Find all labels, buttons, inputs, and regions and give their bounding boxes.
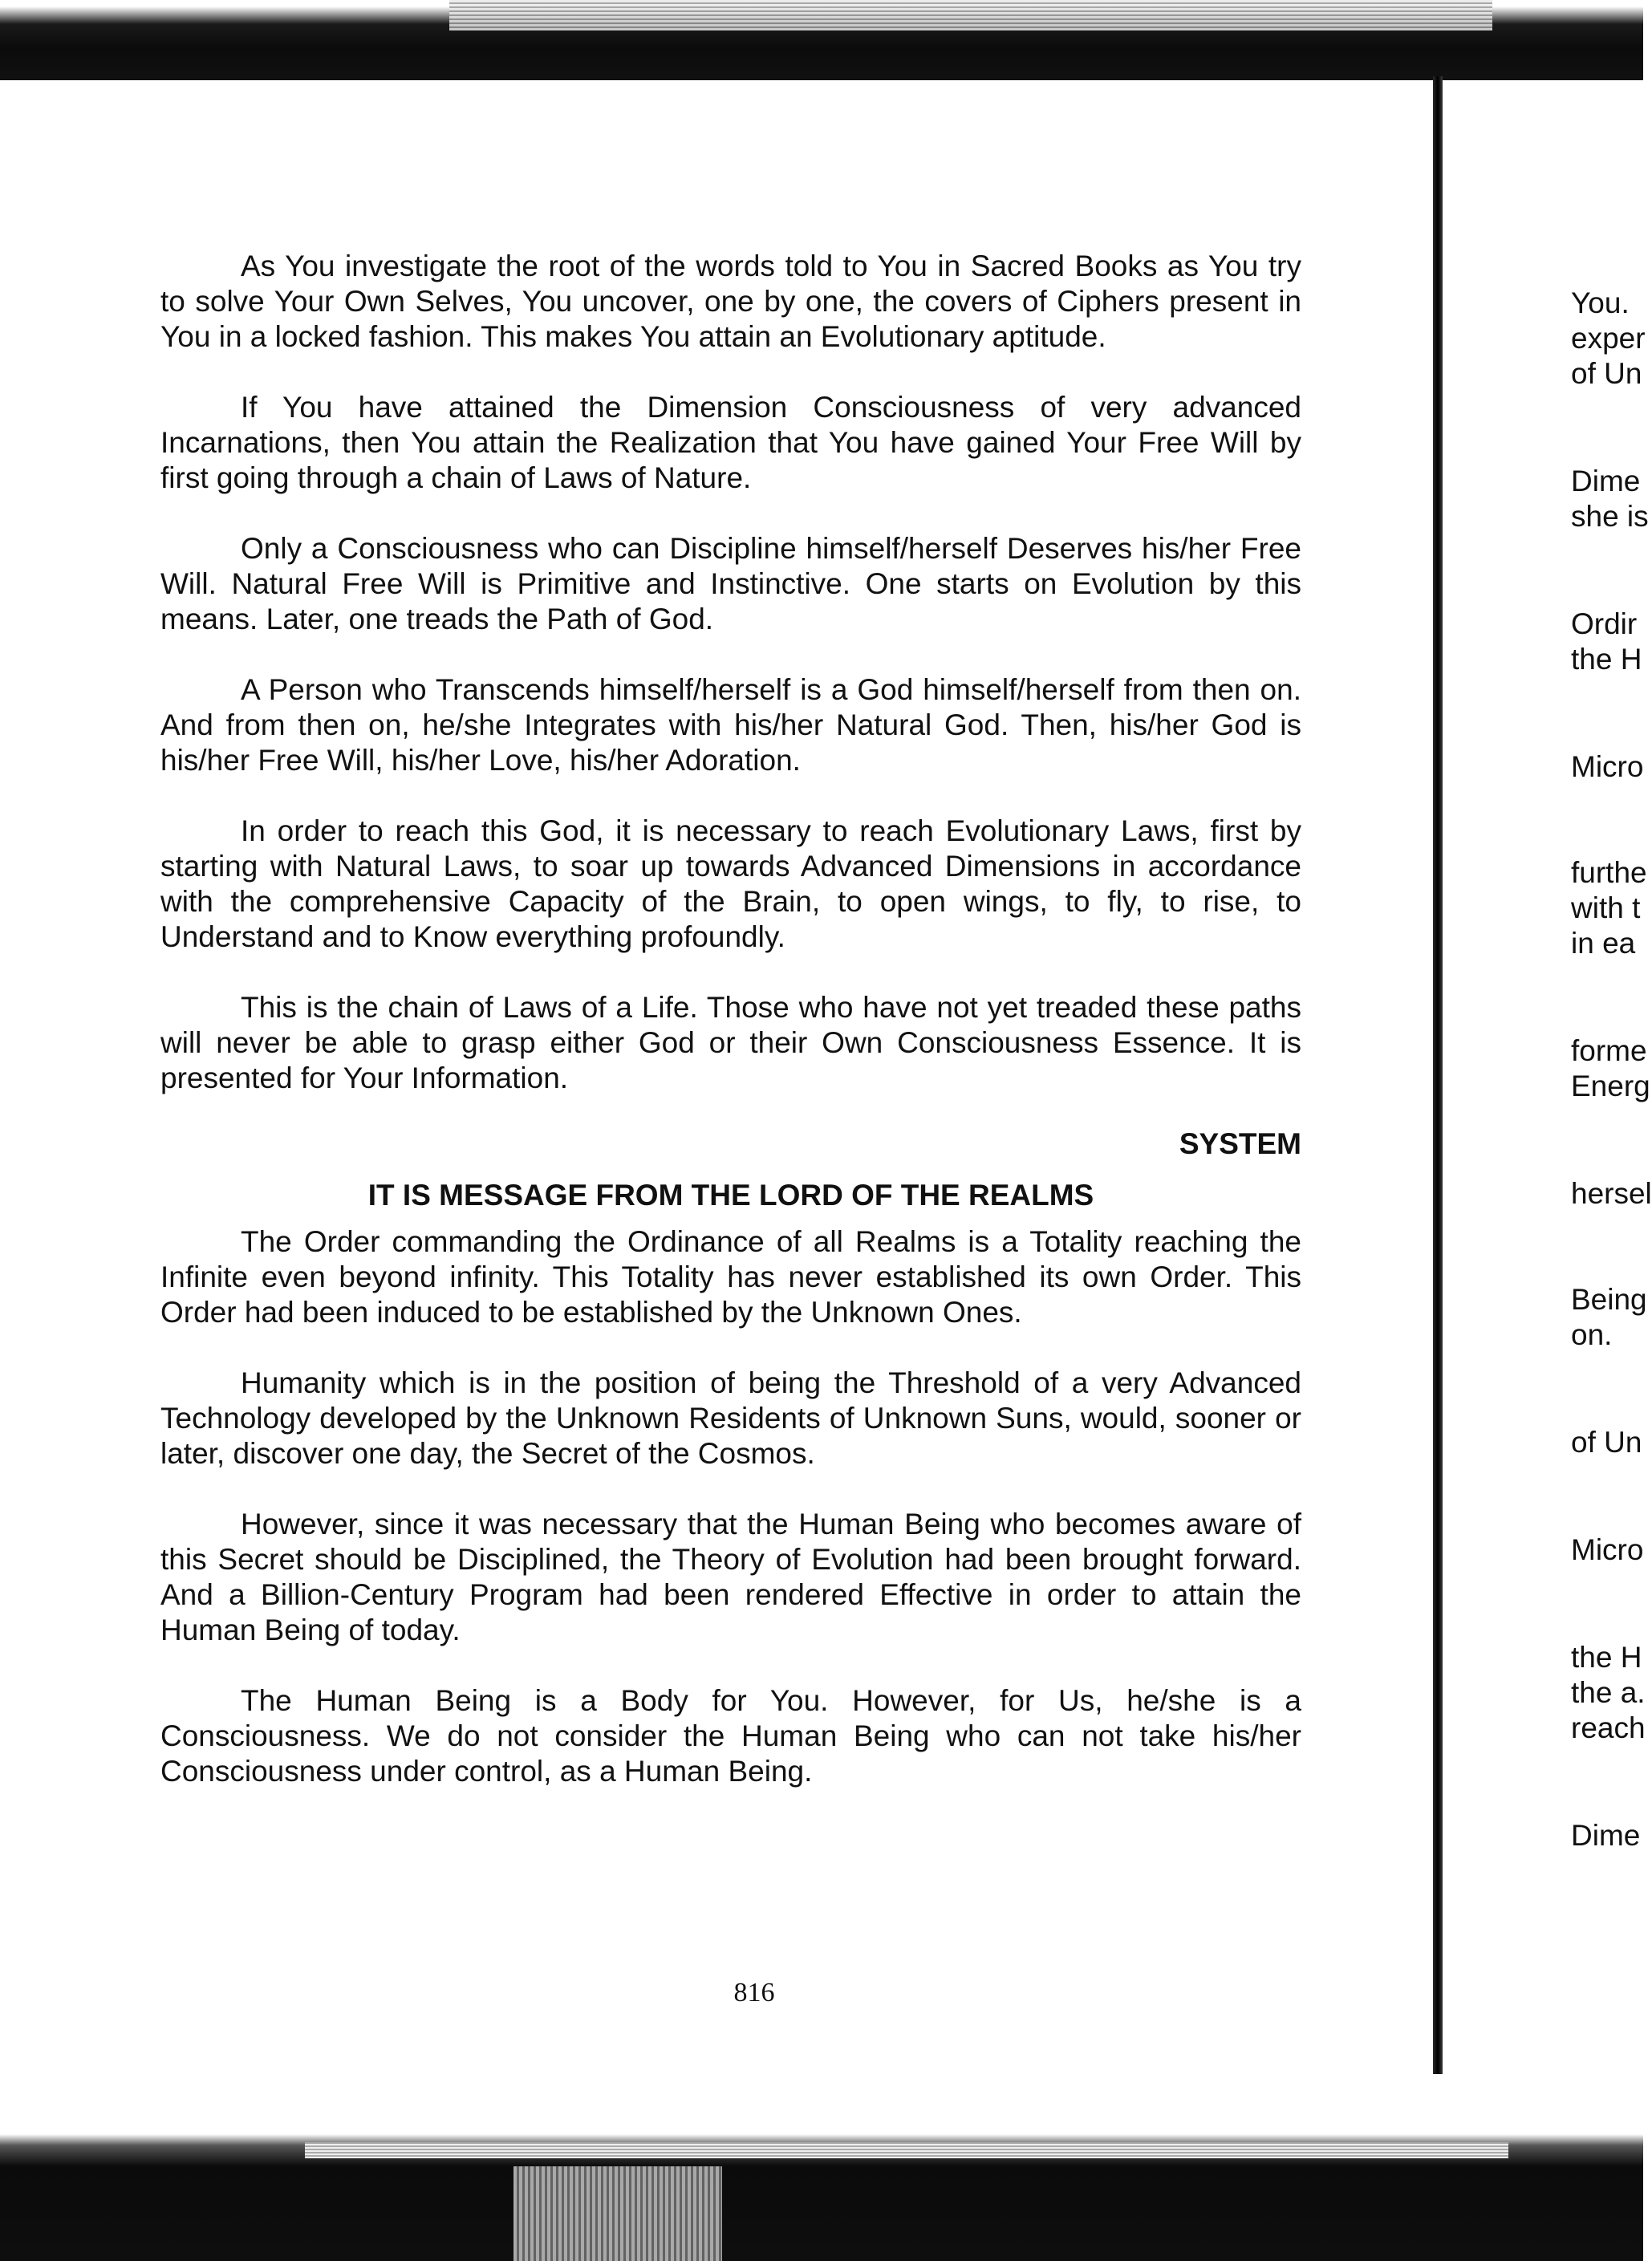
next-page-fragment: Dime — [1571, 465, 1641, 497]
next-page-fragment: the a. — [1571, 1676, 1646, 1709]
paragraph: As You investigate the root of the words told to You in Sacred Books as You try to solve Your Own Selves, You uncover, one by one, the covers of Ciphers present in You in a locked fashion. This makes You attain an Evolutionary aptitude. — [160, 250, 1301, 353]
next-page-fragment: in ea — [1571, 927, 1636, 960]
next-page-fragment: of Un — [1571, 357, 1642, 390]
next-page-fragment: the H — [1571, 643, 1642, 676]
next-page-fragment: she is — [1571, 500, 1649, 533]
next-page-fragment: the H — [1571, 1641, 1642, 1674]
next-page-edge — [1571, 0, 1652, 2261]
next-page-fragment: hersel — [1571, 1177, 1652, 1210]
paragraph: If You have attained the Dimension Consciousness of very advanced Incarnations, then You attain the Realization that You have gained Your Free Will by first going through a chain of Laws of Nature. — [160, 391, 1301, 494]
paragraph: The Order commanding the Ordinance of all Realms is a Totality reaching the Infinite even beyond infinity. This Totality has never established its own Order. This Order had been induced to be established by the Unknown Ones. — [160, 1225, 1301, 1329]
next-page-fragment: reach — [1571, 1711, 1646, 1744]
next-page-fragment: Energ — [1571, 1070, 1650, 1102]
paragraph: A Person who Transcends himself/herself is a God himself/herself from then on. And from then on, he/she Integrates with his/her Natural God. Then, his/her God is his/her Free Will, his/her Love, his/her Adoration. — [160, 673, 1301, 777]
paragraph: This is the chain of Laws of a Life. Those who have not yet treaded these paths will never be able to grasp either God or their Own Consciousness Essence. It is presented for Your Information. — [160, 991, 1301, 1094]
paragraph: In order to reach this God, it is necessary to reach Evolutionary Laws, first by starting with Natural Laws, to soar up towards Advanced Dimensions in accordance with the comprehensive Capacity of the Brain, to open wings, to fly, to rise, to Understand and to Know everything profoundly. — [160, 814, 1301, 953]
scan-top-shadow — [0, 0, 1643, 80]
next-page-fragment: on. — [1571, 1318, 1613, 1351]
message-heading: IT IS MESSAGE FROM THE LORD OF THE REALMS — [367, 1179, 1094, 1212]
paragraph: However, since it was necessary that the Human Being who becomes aware of this Secret should be Disciplined, the Theory of Evolution had been brought forward. And a Billion-Century Program had been rendered Effective in order to attain the Human Being of today. — [160, 1508, 1301, 1646]
next-page-fragment: Micro — [1571, 750, 1644, 783]
page-number: 816 — [733, 1978, 775, 2007]
next-page-fragment: furthe — [1571, 856, 1647, 889]
page-body — [160, 249, 1301, 1825]
next-page-fragment: with t — [1571, 891, 1641, 924]
book-gutter — [1433, 76, 1443, 2074]
next-page-fragment: Ordir — [1571, 607, 1638, 640]
next-page-fragment: Dime — [1571, 1819, 1641, 1852]
paragraph: The Human Being is a Body for You. However, for Us, he/she is a Consciousness. We do not consider the Human Being who can not take his/her Consciousness under control, as a Human Being. — [160, 1684, 1301, 1788]
signature: SYSTEM — [1179, 1127, 1301, 1160]
next-page-fragment: Micro — [1571, 1533, 1644, 1566]
next-page-fragment: exper — [1571, 322, 1646, 355]
next-page-fragment: Being — [1571, 1283, 1647, 1316]
next-page-fragment: forme — [1571, 1034, 1647, 1067]
next-page-fragment: You. — [1571, 286, 1630, 319]
paragraph: Only a Consciousness who can Discipline himself/herself Deserves his/her Free Will. Natural Free Will is Primitive and Instinctive. One starts on Evolution by this means. Later, one treads the Path of God. — [160, 532, 1301, 635]
scan-bottom-shadow — [0, 2134, 1643, 2261]
paragraph: Humanity which is in the position of being the Threshold of a very Advanced Technology developed by the Unknown Residents of Unknown Suns, would, sooner or later, discover one day, the Secret of the Cosmos. — [160, 1366, 1301, 1470]
next-page-fragment: of Un — [1571, 1426, 1642, 1459]
